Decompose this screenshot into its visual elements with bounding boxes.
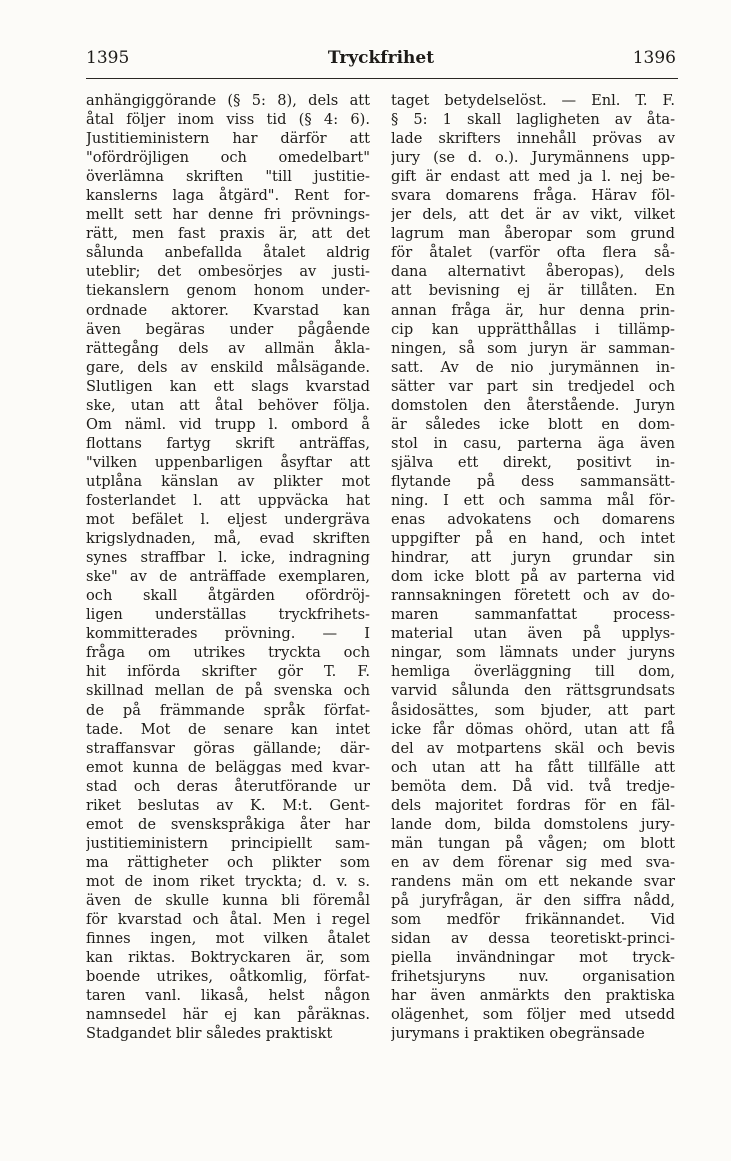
text-line: stol in casu, parterna äga även bbox=[391, 434, 675, 452]
text-line: överlämna skriften "till justitie- bbox=[86, 168, 370, 186]
page-title: Tryckfrihet bbox=[327, 48, 435, 68]
text-line: ma rättigheter och plikter som bbox=[86, 853, 370, 871]
text-line: annan fråga är, hur denna prin- bbox=[391, 301, 675, 319]
text-line: ningen, så som juryn är samman- bbox=[391, 339, 675, 357]
text-line: och skall åtgärden ofördröj- bbox=[86, 587, 370, 605]
text-line: namnsedel här ej kan påräknas. bbox=[86, 1006, 370, 1024]
text-line: § 5: 1 skall lagligheten av åta- bbox=[391, 111, 675, 129]
text-line: mot de inom riket tryckta; d. v. s. bbox=[86, 872, 370, 890]
text-line: utplåna känslan av plikter mot bbox=[86, 472, 370, 490]
text-line: ske, utan att åtal behöver följa. bbox=[86, 396, 370, 414]
text-line: lande dom, bilda domstolens jury- bbox=[391, 815, 675, 833]
text-line: lagrum man åberopar som grund bbox=[391, 225, 675, 243]
text-line: "ofördröjligen och omedelbart" bbox=[86, 149, 370, 167]
text-line: och utan att ha fått tillfälle att bbox=[391, 758, 675, 776]
text-line: dana alternativt åberopas), dels bbox=[391, 263, 675, 281]
text-line: rannsakningen företett och av do- bbox=[391, 587, 675, 605]
text-line: satt. Av de nio jurymännen in- bbox=[391, 358, 675, 376]
text-line: svara domarens fråga. Härav föl- bbox=[391, 187, 675, 205]
text-line: varvid sålunda den rättsgrundsats bbox=[391, 682, 675, 700]
text-line: boende utrikes, oåtkomlig, förfat- bbox=[86, 968, 370, 986]
text-line: straffansvar göras gällande; där- bbox=[86, 739, 370, 757]
text-line: män tungan på vågen; om blott bbox=[391, 834, 675, 852]
text-line: domstolen den återstående. Juryn bbox=[391, 396, 675, 414]
text-line: ordnade aktorer. Kvarstad kan bbox=[86, 301, 370, 319]
text-line: Slutligen kan ett slags kvarstad bbox=[86, 377, 370, 395]
text-line: kommitterades prövning. — I bbox=[86, 625, 370, 643]
text-line: ningar, som lämnats under juryns bbox=[391, 644, 675, 662]
text-line: stad och deras återutförande ur bbox=[86, 777, 370, 795]
text-line: material utan även på upplys- bbox=[391, 625, 675, 643]
text-line: jer dels, att det är av vikt, vilket bbox=[391, 206, 675, 224]
text-line: kan riktas. Boktryckaren är, som bbox=[86, 949, 370, 967]
text-line: sätter var part sin tredjedel och bbox=[391, 377, 675, 395]
text-line: åtal följer inom viss tid (§ 4: 6). bbox=[86, 111, 370, 129]
text-line: cip kan upprätthållas i tillämp- bbox=[391, 320, 675, 338]
text-line: uppgifter på en hand, och intet bbox=[391, 530, 675, 548]
text-line: frihetsjuryns nuv. organisation bbox=[391, 968, 675, 986]
header-rule bbox=[86, 78, 678, 79]
text-line: taget betydelselöst. — Enl. T. F. bbox=[391, 92, 675, 109]
text-line: jury (se d. o.). Jurymännens upp- bbox=[391, 149, 675, 167]
text-line: Stadgandet blir således praktiskt bbox=[86, 1025, 333, 1043]
text-line: rättegång dels av allmän åkla- bbox=[86, 339, 370, 357]
text-line: på juryfrågan, är den siffra nådd, bbox=[391, 891, 675, 909]
text-line: hemliga överläggning till dom, bbox=[391, 663, 675, 681]
text-line: piella invändningar mot tryck- bbox=[391, 949, 675, 967]
text-line: gare, dels av enskild målsägande. bbox=[86, 358, 370, 376]
text-line: ning. I ett och samma mål för- bbox=[391, 491, 675, 509]
text-line: dels majoritet fordras för en fäl- bbox=[391, 796, 675, 814]
text-line: sålunda anbefallda åtalet aldrig bbox=[86, 244, 370, 262]
text-line: för åtalet (varför ofta flera så- bbox=[391, 244, 675, 262]
text-line: jurymans i praktiken obegränsade bbox=[391, 1025, 645, 1043]
text-line: riket beslutas av K. M:t. Gent- bbox=[86, 796, 370, 814]
running-header bbox=[86, 48, 676, 74]
text-line: justitieministern principiellt sam- bbox=[86, 834, 370, 852]
text-line: icke får dömas ohörd, utan att få bbox=[391, 720, 675, 738]
text-line: "vilken uppenbarligen åsyftar att bbox=[86, 453, 370, 471]
text-line: är således icke blott en dom- bbox=[391, 415, 675, 433]
text-line: fosterlandet l. att uppväcka hat bbox=[86, 491, 370, 509]
text-line: rätt, men fast praxis är, att det bbox=[86, 225, 370, 243]
text-line: åsidosättes, som bjuder, att part bbox=[391, 701, 675, 719]
text-line: har även anmärkts den praktiska bbox=[391, 987, 675, 1005]
text-line: anhängiggörande (§ 5: 8), dels att bbox=[86, 92, 370, 109]
page-number-left: 1395 bbox=[86, 48, 130, 68]
text-line: emot de svenskspråkiga åter har bbox=[86, 815, 370, 833]
text-line: som medför frikännandet. Vid bbox=[391, 911, 675, 929]
text-line: skillnad mellan de på svenska och bbox=[86, 682, 370, 700]
text-line: fråga om utrikes tryckta och bbox=[86, 644, 370, 662]
text-line: tade. Mot de senare kan intet bbox=[86, 720, 370, 738]
text-line: bemöta dem. Då vid. två tredje- bbox=[391, 777, 675, 795]
text-line: ske" av de anträffade exemplaren, bbox=[86, 568, 370, 586]
text-line: emot kunna de beläggas med kvar- bbox=[86, 758, 370, 776]
text-line: randens män om ett nekande svar bbox=[391, 872, 675, 890]
text-line: en av dem förenar sig med sva- bbox=[391, 853, 675, 871]
text-line: flottans fartyg skrift anträffas, bbox=[86, 434, 370, 452]
text-line: även begäras under pågående bbox=[86, 320, 370, 338]
page-number-right: 1396 bbox=[632, 48, 676, 68]
text-line: flytande på dess sammansätt- bbox=[391, 472, 675, 490]
text-line: enas advokatens och domarens bbox=[391, 511, 675, 529]
text-line: krigslydnaden, må, evad skriften bbox=[86, 530, 370, 548]
text-line: för kvarstad och åtal. Men i regel bbox=[86, 911, 370, 929]
text-line: kanslerns laga åtgärd". Rent for- bbox=[86, 187, 370, 205]
text-line: mellt sett har denne fri prövnings- bbox=[86, 206, 370, 224]
text-line: själva ett direkt, positivt in- bbox=[391, 453, 675, 471]
text-line: hindrar, att juryn grundar sin bbox=[391, 549, 675, 567]
text-line: finnes ingen, mot vilken åtalet bbox=[86, 930, 370, 948]
text-line: hit införda skrifter gör T. F. bbox=[86, 663, 370, 681]
text-line: uteblir; det ombesörjes av justi- bbox=[86, 263, 370, 281]
text-line: mot befälet l. eljest undergräva bbox=[86, 511, 370, 529]
text-line: Justitieministern har därför att bbox=[86, 130, 370, 148]
text-line: Om näml. vid trupp l. ombord å bbox=[86, 415, 370, 433]
text-line: ligen underställas tryckfrihets- bbox=[86, 606, 370, 624]
text-line: del av motpartens skäl och bevis bbox=[391, 739, 675, 757]
text-line: olägenhet, som följer med utsedd bbox=[391, 1006, 675, 1024]
right-text-column bbox=[391, 91, 675, 1056]
text-line: taren vanl. likaså, helst någon bbox=[86, 987, 370, 1005]
text-line: tiekanslern genom honom under- bbox=[86, 282, 370, 300]
text-line: maren sammanfattat process- bbox=[391, 606, 675, 624]
text-line: att bevisning ej är tillåten. En bbox=[391, 282, 675, 300]
text-line: lade skrifters innehåll prövas av bbox=[391, 130, 675, 148]
text-line: gift är endast att med ja l. nej be- bbox=[391, 168, 675, 186]
text-line: även de skulle kunna bli föremål bbox=[86, 891, 370, 909]
text-line: sidan av dessa teoretiskt-princi- bbox=[391, 930, 675, 948]
text-line: de på främmande språk förfat- bbox=[86, 701, 370, 719]
text-line: dom icke blott på av parterna vid bbox=[391, 568, 675, 586]
text-line: synes straffbar l. icke, indragning bbox=[86, 549, 370, 567]
left-text-column bbox=[86, 91, 370, 1056]
